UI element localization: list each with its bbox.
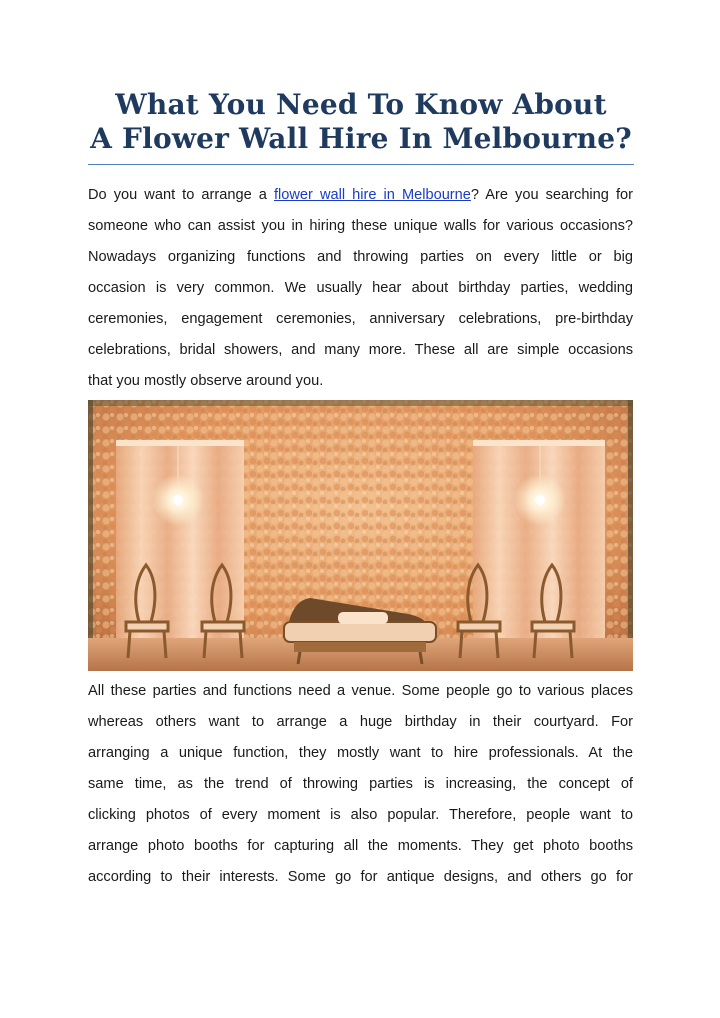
flower-wall-stage-photo — [88, 400, 633, 671]
flower-wall-hire-link[interactable]: flower wall hire in Melbourne — [273, 187, 471, 203]
page-title — [88, 88, 634, 156]
right-curtain — [473, 440, 605, 645]
photo-illustration — [88, 400, 633, 671]
text-segment: ? Are you searching for — [470, 187, 633, 203]
frame-left — [88, 400, 93, 671]
title-line-1: What You Need To Know About — [115, 88, 607, 121]
left-curtain — [116, 440, 244, 645]
paragraph-line: occasion is very common. We usually hear about birthday parties, wedding — [88, 280, 633, 296]
paragraph-line: same time, as the trend of throwing parties is increasing, the concept of — [88, 776, 633, 792]
paragraph-line: that you mostly observe around you. — [88, 373, 324, 389]
paragraph-line: arranging a unique function, they mostly want to hire professionals. At the — [88, 745, 633, 761]
frame-right — [628, 400, 633, 671]
paragraph-line: ceremonies, engagement ceremonies, anniversary celebrations, pre-birthday — [88, 311, 633, 327]
title-line-2: A Flower Wall Hire In Melbourne? — [90, 122, 632, 155]
paragraph-line: whereas others want to arrange a huge birthday in their courtyard. For — [88, 714, 633, 730]
paragraph-line: All these parties and functions need a venue. Some people go to various places — [88, 683, 633, 699]
paragraph-line: arrange photo booths for capturing all the moments. They get photo booths — [88, 838, 633, 854]
paragraph-line: according to their interests. Some go for antique designs, and others go for — [88, 869, 633, 885]
frame-top — [88, 400, 633, 406]
paragraph-line: clicking photos of every moment is also popular. Therefore, people want to — [88, 807, 633, 823]
text-segment: Do you want to arrange a — [88, 187, 274, 203]
title-underline-rule — [88, 164, 634, 165]
paragraph-line: Nowadays organizing functions and throwing parties on every little or big — [88, 249, 633, 265]
paragraph-line: celebrations, bridal showers, and many more. These all are simple occasions — [88, 342, 633, 358]
paragraph-line: someone who can assist you in hiring these unique walls for various occasions? — [88, 218, 633, 234]
paragraph-line — [88, 180, 633, 211]
paragraph-venues — [88, 676, 633, 893]
paragraph-intro — [88, 180, 633, 397]
